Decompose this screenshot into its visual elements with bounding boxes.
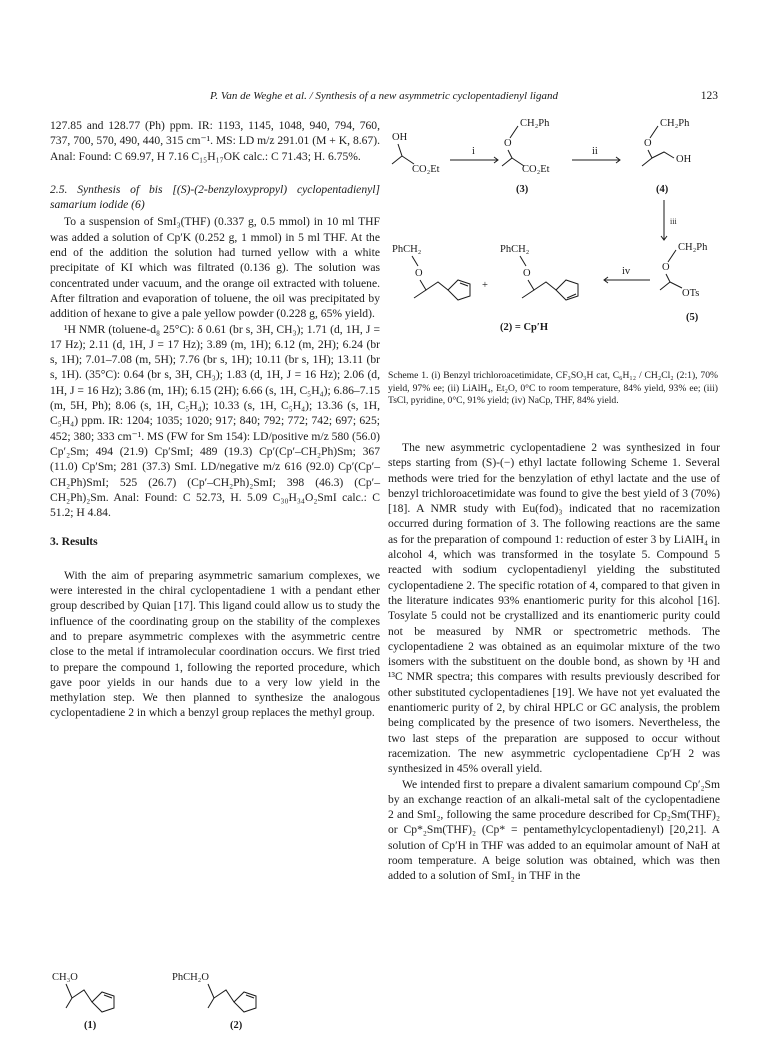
c4-o-bond	[650, 126, 658, 138]
isomer-b-bonds-a	[522, 280, 534, 298]
running-title: P. Van de Weghe et al. / Synthesis of a new asymmetric cyclopentadienyl ligand	[210, 90, 558, 102]
c3-ch2ph: CH₂Ph	[520, 118, 550, 129]
lactate-co2et: CO₂Et	[412, 164, 440, 175]
c5-ots: OTs	[682, 288, 700, 299]
c4-o: O	[644, 138, 652, 149]
isomer-b-o: O	[523, 268, 531, 279]
section-heading-2-5: 2.5. Synthesis of bis [(S)-(2-benzyloxypropyl) cyclopentadienyl] samarium iodide (6)	[50, 182, 380, 212]
paragraph-synthesis-discussion: The new asymmetric cyclopentadiene 2 was synthesized in four steps starting from (S)-(−) ethyl lactate following Scheme 1. Several methods were tried for the benzylation of ethyl lactate and the use of benzyl trichloroacetimidate was found to give the best yield of 3 (70%) [18]. A NMR study with Eu(fod)₃ indicated that no racemization occurred during formation of 3. The following reactions are the same as for the preparation of compound 1: reduction of ester 3 by LiAlH₄ in alcohol 4, which was transformed in the tosylate 5. Compound 5 reacted with sodium cyclopentadienyl yielding the substituted cyclopentadiene 2. The specific rotation of 4, compared to that given in the literature indicates 93% enantiomeric purity for this alcohol [16]. Tosylate 5 could not be crystallized and its enantiomeric purity could not be measured by NMR or spectrometric methods. The cyclopentadiene 2 was obtained as an equimolar mixture of the two isomers with the substituent on the double bond, as shown by ¹H and ¹³C NMR spectra; this compares with results previously described for other substituted cyclopentadienes [19]. We have not yet evaluated the enantiomeric purity of 2, by chiral HPLC or GC analysis, the problem being complicated by the presence of two isomers. Nevertheless, the two last steps of the preparation are supposed to occur without racemization. The new asymmetric cyclopentadiene Cp′H 2 was synthesized in 45% overall yield.	[388, 441, 720, 776]
c4-label: (4)	[656, 184, 669, 195]
s2-chain-bond	[208, 984, 234, 1002]
c5-o: O	[662, 262, 670, 273]
scheme-svg	[388, 112, 720, 372]
s2-methyl-bond	[208, 998, 214, 1008]
label-step-ii: ii	[592, 146, 598, 157]
c5-o-bond	[668, 250, 676, 262]
c4-ch2ph: CH₂Ph	[660, 118, 690, 129]
s1-methyl-bond	[66, 998, 72, 1008]
paragraph-nmr-data: ¹H NMR (toluene-d₈ 25°C): δ 0.61 (br s, 3H, CH₃); 1.71 (d, 1H, J = 17 Hz); 2.11 (d, 1H, J = 17 Hz); 3.89 (m, 1H); 6.12 (m, 2H); 6.24 (br s, 1H); 7.01–7.08 (m, 5H); 7.76 (br s, 1H); 10.11 (br s, 1H); 13.11 (br s, 1H). (35°C): 0.64 (br s, 3H, CH₃); 1.83 (d, 1H, J = 16 Hz); 2.06 (d, 1H, J = 16 Hz); 3.86 (m, 1H); 6.15 (2H); 6.66 (s, 1H, C₅H₄); 6.86–7.15 (m, 5H, Ph); 8.06 (s, 1H, C₅H₄); 10.33 (s, 1H, C₅H₄); 13.36 (s, 1H, C₅H₄) ppm. IR: 1204; 1035; 1020; 917; 840; 792; 772; 742; 697; 625; 452; 380; 333 cm⁻¹. MS (FW for Sm 154): LD/positive m/z 580 (56.0) Cp′₂Sm; 494 (21.9) Cp′SmI; 489 (19.3) Cp′(Cp′–CH₂Ph)Sm; 367 (11.0) Cp′Sm; 281 (37.3) SmI. LD/negative m/z 616 (92.0) Cp′(Cp′–CH₂Ph)SmI; 525 (26.7) (Cp′–CH₂Ph)₂SmI; 398 (46.3) (Cp′–CH₂Ph)₂Sm. Anal: Found: C 52.73, H. 5.09 C₃₀H₃₄O₂SmI calc.: C 51.2; H 4.84.	[50, 322, 380, 520]
s1-methoxy-label: CH₃O	[52, 972, 78, 983]
isomer-b-ring	[556, 280, 578, 300]
c4-bonds-a	[642, 150, 652, 166]
label-step-i: i	[472, 146, 475, 157]
isomer-a-o: O	[415, 268, 423, 279]
structures-1-2	[50, 962, 380, 1032]
lactate-bonds-b	[402, 156, 414, 164]
isomer-a-bonds-a	[414, 280, 426, 298]
paragraph-synthesis: To a suspension of SmI₃(THF) (0.337 g, 0.5 mmol) in 10 ml THF was added a solution of Cp′K (0.252 g, 1 mmol) in 5 ml THF. At the end of the addition the solution had turned yellow with a white precipitate of KI which was filtrated (0.136 g). The solution was concentrated under vacuum, and the orange oil extracted with toluene. After filtration and evaporation of toluene, the oil was precipitated by addition of hexane to give a pale yellow powder (0.228 g, 65% yield).	[50, 215, 380, 321]
s2-compound-label: (2)	[230, 1020, 243, 1031]
structures-svg	[50, 962, 380, 1032]
isomer-a-bonds-b	[426, 282, 448, 290]
c5-ch2ph: CH₂Ph	[678, 242, 708, 253]
s2-benzyloxy-label: PhCH₂O	[172, 972, 209, 983]
isomer-a-phch2: PhCH₂	[392, 244, 422, 255]
paragraph-samarium-prep: We intended first to prepare a divalent samarium compound Cp′₂Sm by an exchange reaction of an alkali-metal salt of the cyclopentadiene 2 and SmI₂, following the same procedure described for Cp₂Sm(THF)₂ or Cp*₂Sm(THF)₂ (Cp* = pentamethylcyclopentadienyl) [20,21]. A solution of Cp′H in THF was added to an equimolar amount of NaH at room temperature. A beige solution was obtained, which was then added to a solution of SmI₂ in THF in the	[388, 777, 720, 883]
c5-bonds-a	[660, 274, 670, 290]
s1-compound-label: (1)	[84, 1020, 97, 1031]
c4-bonds-b	[652, 152, 674, 158]
c3-label: (3)	[516, 184, 529, 195]
section-heading-results: 3. Results	[50, 535, 98, 549]
scheme-1	[388, 112, 720, 372]
c2-label: (2) = Cp′H	[500, 322, 549, 333]
left-column	[50, 118, 380, 721]
paragraph-results: With the aim of preparing asymmetric samarium complexes, we were interested in the chiral cyclopentadiene 1 with a pendant ether group described by Quian [17]. This ligand could allow us to study the influence of the coordinating group on the stability of the complexes and to prepare asymmetric complexes with the asymmetric centre close to the metal if intramolecular coordination occurs. We first tried to prepare the compound 1, following the reported procedure, which gave poor yields in our hands due to a very low yield in the methylation step. We then planned to synthesize the analogous cyclopentadiene 2 in which a benzyl group replaces the methyl group.	[50, 568, 380, 720]
page-number: 123	[700, 90, 718, 102]
lactate-oh: OH	[392, 132, 408, 143]
c5-label: (5)	[686, 312, 699, 323]
right-column	[388, 440, 720, 884]
isomer-b-phch2: PhCH₂	[500, 244, 530, 255]
scheme-caption: Scheme 1. (i) Benzyl trichloroacetimidate, CF₃SO₃H cat, C₆H₁₂ / CH₂Cl₂ (2:1), 70% yield, 97% ee; (ii) LiAlH₄, Et₂O, 0°C to room temperature, 84% yield, 93% ee; (iii) TsCl, pyridine, 0°C, 91% yield; (iv) NaCp, THF, 84% yield.	[388, 370, 718, 407]
paragraph-ir-ms: 127.85 and 128.77 (Ph) ppm. IR: 1193, 1145, 1048, 940, 794, 760, 737, 700, 570, 490, 440, 315 cm⁻¹. MS: LD m/z 291.01 (M + K, 8.67). Anal: Found: C 69.97, H 7.16 C₁₅H₁₇OK calc.: C 71.43; H. 6.75%.	[50, 119, 380, 163]
c4-oh: OH	[676, 154, 692, 165]
c3-bonds-a	[502, 150, 512, 166]
scheme-plus: +	[482, 280, 488, 291]
isomer-a-o-bond	[412, 256, 418, 266]
page-header	[50, 88, 718, 106]
isomer-b-o-bond	[520, 256, 526, 266]
s2-cyclopentadiene-ring	[234, 992, 256, 1012]
isomer-a-ring	[448, 280, 470, 300]
label-step-iv: iv	[622, 266, 631, 277]
c5-bonds-b	[670, 282, 682, 288]
c3-co2et: CO₂Et	[522, 164, 550, 175]
s1-chain-bond	[66, 984, 92, 1002]
label-step-iii: iii	[670, 217, 677, 226]
c3-o-bond	[510, 126, 518, 138]
s1-cyclopentadiene-ring	[92, 992, 114, 1012]
isomer-b-bonds-b	[534, 282, 556, 290]
lactate-bonds-a	[392, 144, 402, 164]
c3-o: O	[504, 138, 512, 149]
